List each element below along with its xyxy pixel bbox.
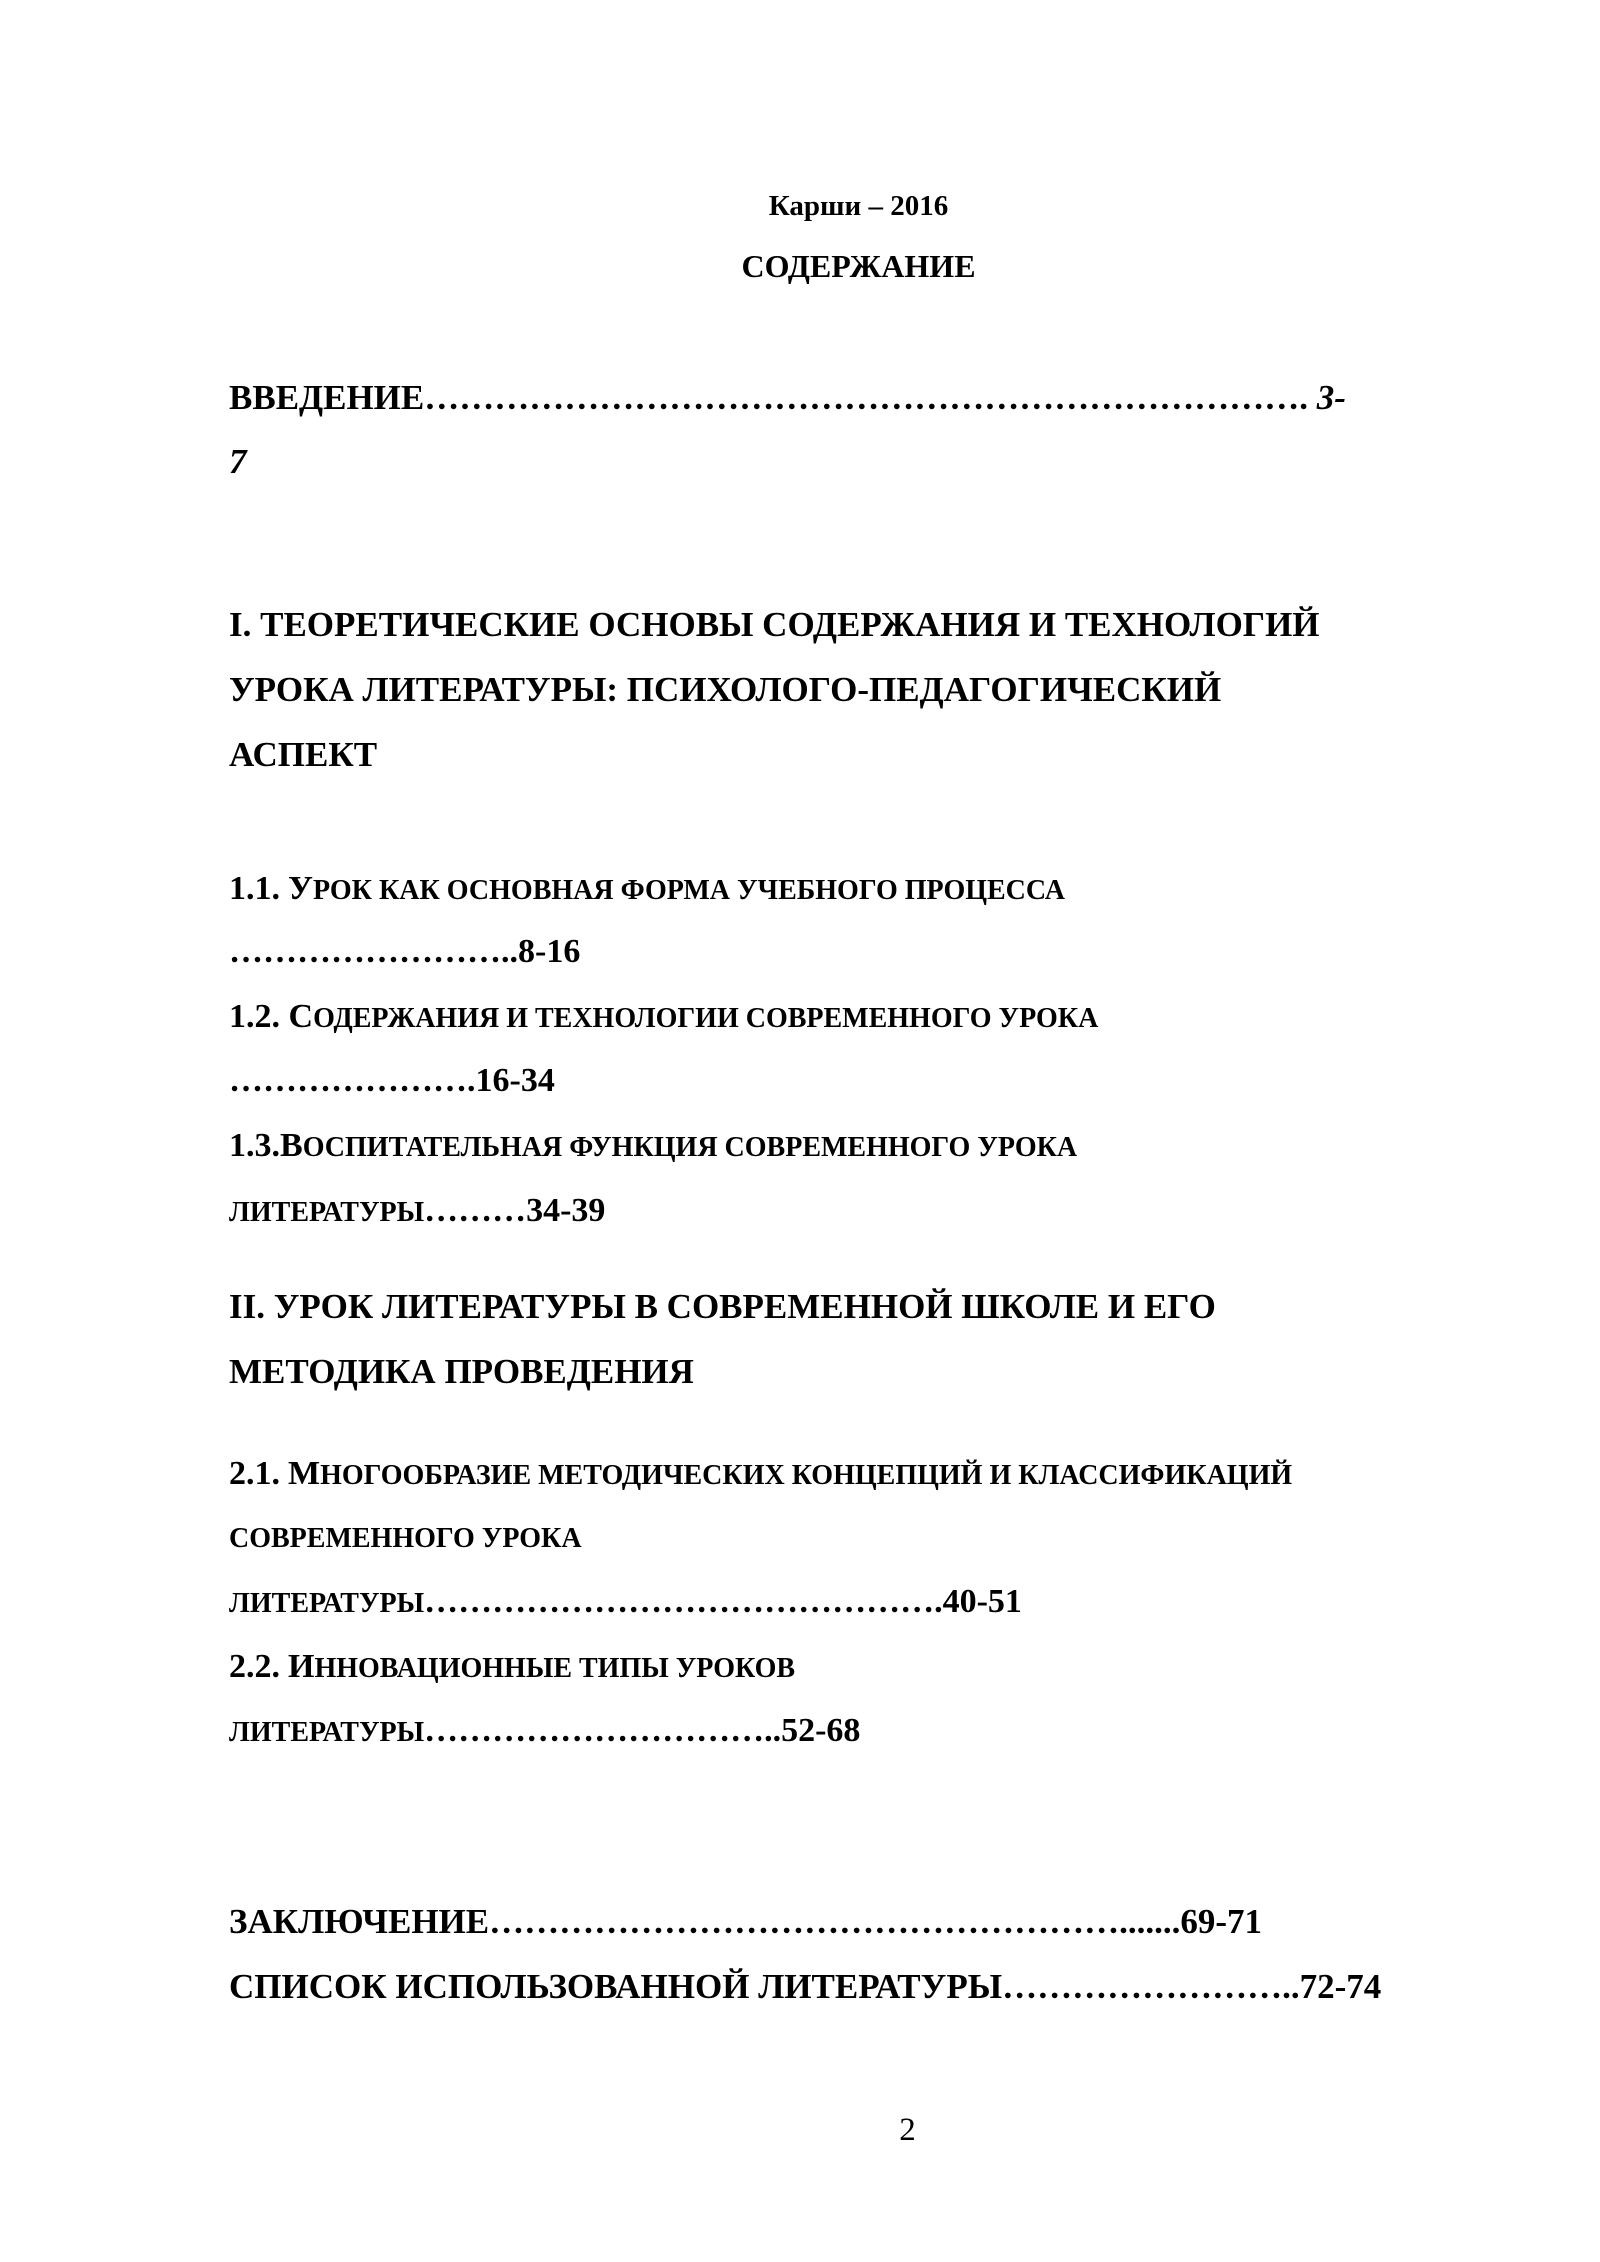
s2-2-number: 2.2. — [229, 1648, 280, 1685]
chapter-1-line-1[interactable]: I. ТЕОРЕТИЧЕСКИЕ ОСНОВЫ СОДЕРЖАНИЯ И ТЕХНОЛОГИЙ — [229, 605, 1320, 644]
chapter-2-line-2[interactable]: МЕТОДИКА ПРОВЕДЕНИЯ — [229, 1352, 694, 1391]
s1-3-title-cont: ЛИТЕРАТУРЫ — [229, 1197, 425, 1228]
s1-3-cap: В — [280, 1127, 303, 1164]
toc-entry-1-2[interactable] — [229, 998, 1098, 1036]
s1-1-dots: …………………….. — [229, 933, 518, 970]
toc-intro-pages-b: 7 — [229, 442, 247, 481]
toc-entry-2-1[interactable] — [229, 1455, 1292, 1493]
city-year: Карши – 2016 — [768, 190, 949, 222]
s1-3-pages: 34-39 — [526, 1192, 606, 1229]
s2-1-dots: ………………………………………. — [424, 1583, 943, 1620]
toc-entry-references[interactable] — [229, 1967, 1381, 2007]
s2-2-title-cont: ЛИТЕРАТУРЫ — [229, 1717, 425, 1748]
s2-1-number: 2.1. — [229, 1455, 280, 1492]
page-title: СОДЕРЖАНИЕ — [741, 248, 976, 284]
s2-2-cap: И — [288, 1648, 315, 1685]
toc-entry-1-1[interactable] — [229, 870, 1065, 908]
s1-2-number: 1.2. — [229, 998, 289, 1035]
toc-intro-pages-a: 3- — [1316, 378, 1346, 417]
s1-3-number: 1.3. — [229, 1127, 280, 1164]
references-dots: …………………….. — [1002, 1967, 1300, 2006]
s2-1-cap: М — [288, 1455, 321, 1492]
s2-2-pages: 52-68 — [781, 1712, 861, 1749]
chapter-1-line-3[interactable]: АСПЕКТ — [229, 735, 378, 774]
toc-entry-2-2[interactable] — [229, 1648, 795, 1686]
references-label: СПИСОК ИСПОЛЬЗОВАННОЙ ЛИТЕРАТУРЫ — [229, 1967, 1003, 2006]
toc-1-2-pages-line[interactable] — [229, 1062, 555, 1100]
s1-1-cap: У — [288, 870, 313, 907]
s1-2-title: ОДЕРЖАНИЯ И ТЕХНОЛОГИИ СОВРЕМЕННОГО УРОКА — [313, 1003, 1099, 1034]
toc-2-1-pages-line[interactable] — [229, 1583, 1022, 1621]
s2-2-dots: ………………………….. — [424, 1712, 782, 1749]
conclusion-pages: 69-71 — [1180, 1902, 1263, 1941]
s1-3-dots: ……… — [424, 1192, 527, 1229]
s1-1-pages: 8-16 — [518, 933, 581, 970]
conclusion-dots: ………………………………………………....... — [489, 1902, 1181, 1941]
toc-intro-dots: …………………………………………………………………. — [424, 378, 1309, 417]
page-number: 2 — [899, 2112, 916, 2148]
s1-2-cap: С — [288, 998, 314, 1035]
s2-1-title: НОГООБРАЗИЕ МЕТОДИЧЕСКИХ КОНЦЕПЦИЙ И КЛАССИФИКАЦИЙ — [320, 1460, 1293, 1491]
toc-entry-1-3[interactable] — [229, 1127, 1077, 1165]
s1-3-title: ОСПИТАТЕЛЬНАЯ ФУНКЦИЯ СОВРЕМЕННОГО УРОКА — [302, 1132, 1078, 1163]
toc-1-3-pages-line[interactable] — [229, 1192, 605, 1230]
s2-1-title-cont[interactable]: СОВРЕМЕННОГО УРОКА — [229, 1523, 582, 1554]
toc-2-2-pages-line[interactable] — [229, 1712, 860, 1750]
s1-2-dots: …………………. — [229, 1062, 476, 1099]
toc-1-1-pages-line[interactable] — [229, 933, 580, 971]
chapter-1-line-2[interactable]: УРОКА ЛИТЕРАТУРЫ: ПСИХОЛОГО-ПЕДАГОГИЧЕСКИЙ — [229, 670, 1222, 709]
chapter-2-line-1[interactable]: II. УРОК ЛИТЕРАТУРЫ В СОВРЕМЕННОЙ ШКОЛЕ И ЕГО — [229, 1287, 1216, 1326]
s2-2-title: ННОВАЦИОННЫЕ ТИПЫ УРОКОВ — [314, 1653, 796, 1684]
toc-intro-label: ВВЕДЕНИЕ — [229, 378, 425, 417]
s2-1-pages: 40-51 — [942, 1583, 1022, 1620]
s2-1-title-end: ЛИТЕРАТУРЫ — [229, 1588, 425, 1619]
conclusion-label: ЗАКЛЮЧЕНИЕ — [229, 1902, 490, 1941]
toc-entry-intro[interactable] — [229, 378, 1346, 418]
s1-1-number: 1.1. — [229, 870, 280, 907]
toc-entry-conclusion[interactable] — [229, 1902, 1262, 1942]
s1-2-pages: 16-34 — [475, 1062, 555, 1099]
references-pages: 72-74 — [1299, 1967, 1382, 2006]
s1-1-title: РОК КАК ОСНОВНАЯ ФОРМА УЧЕБНОГО ПРОЦЕССА — [312, 875, 1065, 906]
